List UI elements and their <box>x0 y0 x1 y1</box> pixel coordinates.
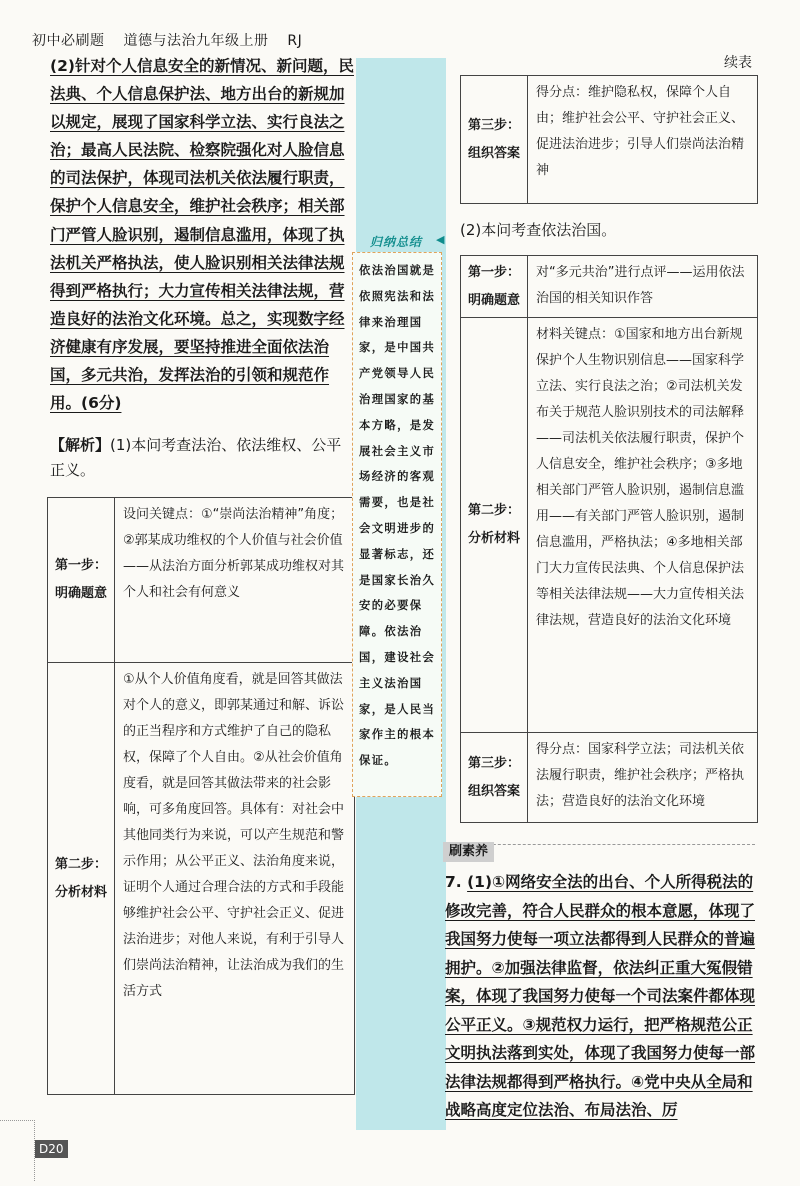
table-row <box>48 663 355 1095</box>
page-header <box>32 30 316 50</box>
continued-label: 续表 <box>724 55 752 71</box>
step-label <box>461 256 528 318</box>
table-row <box>48 498 355 663</box>
sub-question: (2)本问考查依法治国。 <box>460 221 617 239</box>
steps-table-3 <box>460 255 758 823</box>
table-row <box>461 256 758 318</box>
step-label <box>461 318 528 733</box>
page-number: D20 <box>35 1140 68 1158</box>
question-7-answer <box>445 868 757 1125</box>
table-row <box>461 318 758 733</box>
question-number: 7. <box>445 873 462 891</box>
step-label-text: 第二步： 分析材料 <box>54 856 107 900</box>
steps-table-1 <box>47 497 355 1095</box>
question-7-text: (1)①网络安全法的出台、个人所得税法的修改完善，符合人民群众的根本意愿，体现了我国努力使每一项立法都得到人民群众的普遍拥护。②加强法律监督，依法纠正重大冤假错案，体现了我国努力使每一个司法案件都体现公平正义。③规范权力运行，把严格规范公正文明执法落到实处，体现了我国努力使每一部法律法规都得到严格执行。④党中央从全局和战略高度定位法治、布局法治、厉 <box>445 873 756 1119</box>
section-label: 刷素养 <box>443 842 494 862</box>
step-label <box>48 663 115 1095</box>
table-row <box>461 76 758 204</box>
analysis-tag: 【解析】 <box>50 436 111 454</box>
step-content: 得分点：维护隐私权，保障个人自由；维护社会公平、守护社会正义、促进法治进步；引导人们崇尚法治精神 <box>528 76 758 204</box>
arrow-left-icon: ◀ <box>436 233 445 246</box>
step-label <box>48 498 115 663</box>
analysis-text: (1)本问考查法治、依法维权、公平正义。 <box>50 436 342 479</box>
series-title: 初中必刷题 <box>32 33 105 49</box>
step-label-text: 第二步： 分析材料 <box>467 503 520 546</box>
step-label-text: 第一步： 明确题意 <box>54 558 107 601</box>
step-content: 对“多元共治”进行点评——运用依法治国的相关知识作答 <box>528 256 758 318</box>
edition-label: RJ <box>287 33 303 49</box>
step-label <box>461 733 528 823</box>
summary-text: 依法治国就是依照宪法和法律来治理国家，是中国共产党领导人民治理国家的基本方略，是发展社会主义市场经济的客观需要，也是社会文明进步的显著标志，还是国家长治久安的必要保障。依法治国，建设社会主义法治国家，是人民当家作主的根本保证。 <box>359 264 436 768</box>
step-content: 得分点：国家科学立法；司法机关依法履行职责，维护社会秩序；严格执法；营造良好的法治文化环境 <box>528 733 758 823</box>
step-label-text: 第一步： 明确题意 <box>467 264 520 308</box>
steps-table-2 <box>460 75 758 204</box>
step-label-text: 第三步： 组织答案 <box>467 117 520 161</box>
step-label <box>461 76 528 204</box>
step-content: 材料关键点：①国家和地方出台新规保护个人生物识别信息——国家科学立法、实行良法之治；②司法机关发布关于规范人脸识别技术的司法解释——司法机关依法履行职责，保护个人信息安全，维护社会秩序；③多地相关部门严管人脸识别，遏制信息滥用——有关部门严管人脸识别，遏制信息滥用，严格执法；④多地相关部门大力宣传民法典、个人信息保护法等相关法律法规——大力宣传相关法律法规，营造良好的法治文化环境 <box>528 318 758 733</box>
analysis-paragraph <box>50 433 355 483</box>
page-corner <box>0 1120 35 1181</box>
step-content: ①从个人价值角度看，就是回答其做法对个人的意义，即郭某通过和解、诉讼的正当程序和方式维护了自己的隐私权，保障了个人自由。②从社会价值角度看，就是回答其做法带来的社会影响，可多角度回答。具体有：对社会中其他同类行为来说，可以产生规范和警示作用；从公平正义、法治角度来说，证明个人通过合理合法的方式和手段能够维护社会公平、守护社会正义、促进法治进步；对他人来说，有利于引导人们崇尚法治精神，让法治成为我们的生活方式 <box>115 663 355 1095</box>
summary-title: 归纳总结 <box>370 235 423 249</box>
book-title: 道德与法治九年级上册 <box>123 33 269 49</box>
answer-paragraph <box>50 52 355 417</box>
step-label-text: 第三步： 组织答案 <box>467 755 520 799</box>
answer-text: (2)针对个人信息安全的新情况、新问题，民法典、个人信息保护法、地方出台的新规加以规定，展现了国家科学立法、实行良法之治；最高人民法院、检察院强化对人脸信息的司法保护，体现司法机关依法履行职责，保护个人信息安全，维护社会秩序；相关部门严管人脸识别，遏制信息滥用，体现了执法机关严格执法，使人脸识别相关法律法规得到严格执行；大力宣传相关法律法规，营造良好的法治文化环境。总之，实现数字经济健康有序发展，要坚持推进全面依法治国，多元共治，发挥法治的引领和规范作用。(6分) <box>50 57 354 413</box>
table-row <box>461 733 758 823</box>
step-content: 设问关键点：①“崇尚法治精神”角度；②郭某成功维权的个人价值与社会价值——从法治方面分析郭某成功维权对其个人和社会有何意义 <box>115 498 355 663</box>
